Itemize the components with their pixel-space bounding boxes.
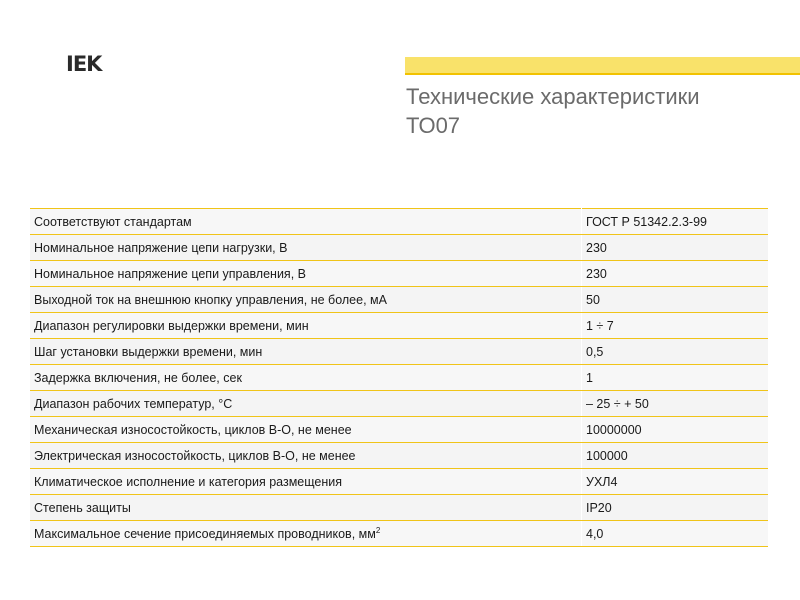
spec-value: ГОСТ Р 51342.2.3-99	[582, 209, 769, 235]
spec-name: Механическая износостойкость, циклов В-О, не менее	[30, 417, 582, 443]
table-row	[30, 339, 768, 365]
specs-table	[30, 208, 768, 547]
table-row	[30, 313, 768, 339]
spec-name: Задержка включения, не более, сек	[30, 365, 582, 391]
spec-name: Климатическое исполнение и категория размещения	[30, 469, 582, 495]
spec-name: Номинальное напряжение цепи нагрузки, В	[30, 235, 582, 261]
table-row	[30, 235, 768, 261]
spec-value: 4,0	[582, 521, 769, 547]
superscript-unit: 2	[375, 526, 381, 535]
spec-value: 50	[582, 287, 769, 313]
spec-value: IP20	[582, 495, 769, 521]
header-accent-bar	[405, 57, 800, 73]
iek-logo: IEK	[66, 52, 102, 76]
spec-name: Номинальное напряжение цепи управления, В	[30, 261, 582, 287]
table-row	[30, 365, 768, 391]
page-title-line2: ТО07	[406, 113, 461, 138]
table-row	[30, 391, 768, 417]
spec-name: Шаг установки выдержки времени, мин	[30, 339, 582, 365]
table-row	[30, 469, 768, 495]
spec-value: 100000	[582, 443, 769, 469]
page-title	[406, 82, 776, 140]
table-row	[30, 521, 768, 547]
table-row	[30, 287, 768, 313]
spec-name-cell	[30, 521, 582, 547]
spec-value: 230	[582, 261, 769, 287]
table-row	[30, 209, 768, 235]
table-row	[30, 261, 768, 287]
spec-name: Максимальное сечение присоединяемых проводников, мм	[34, 527, 376, 541]
table-row	[30, 417, 768, 443]
page-title-line1: Технические характеристики	[406, 84, 700, 109]
spec-value: 1 ÷ 7	[582, 313, 769, 339]
spec-name: Электрическая износостойкость, циклов В-О, не менее	[30, 443, 582, 469]
spec-value: 0,5	[582, 339, 769, 365]
spec-name: Диапазон регулировки выдержки времени, мин	[30, 313, 582, 339]
spec-value: – 25 ÷ + 50	[582, 391, 769, 417]
spec-value: 1	[582, 365, 769, 391]
spec-name: Соответствуют стандартам	[30, 209, 582, 235]
spec-name: Выходной ток на внешнюю кнопку управления, не более, мА	[30, 287, 582, 313]
spec-value: УХЛ4	[582, 469, 769, 495]
table-row	[30, 495, 768, 521]
header-accent-line	[405, 73, 800, 75]
spec-name: Диапазон рабочих температур, °С	[30, 391, 582, 417]
table-row	[30, 443, 768, 469]
spec-value: 10000000	[582, 417, 769, 443]
spec-value: 230	[582, 235, 769, 261]
spec-name: Степень защиты	[30, 495, 582, 521]
